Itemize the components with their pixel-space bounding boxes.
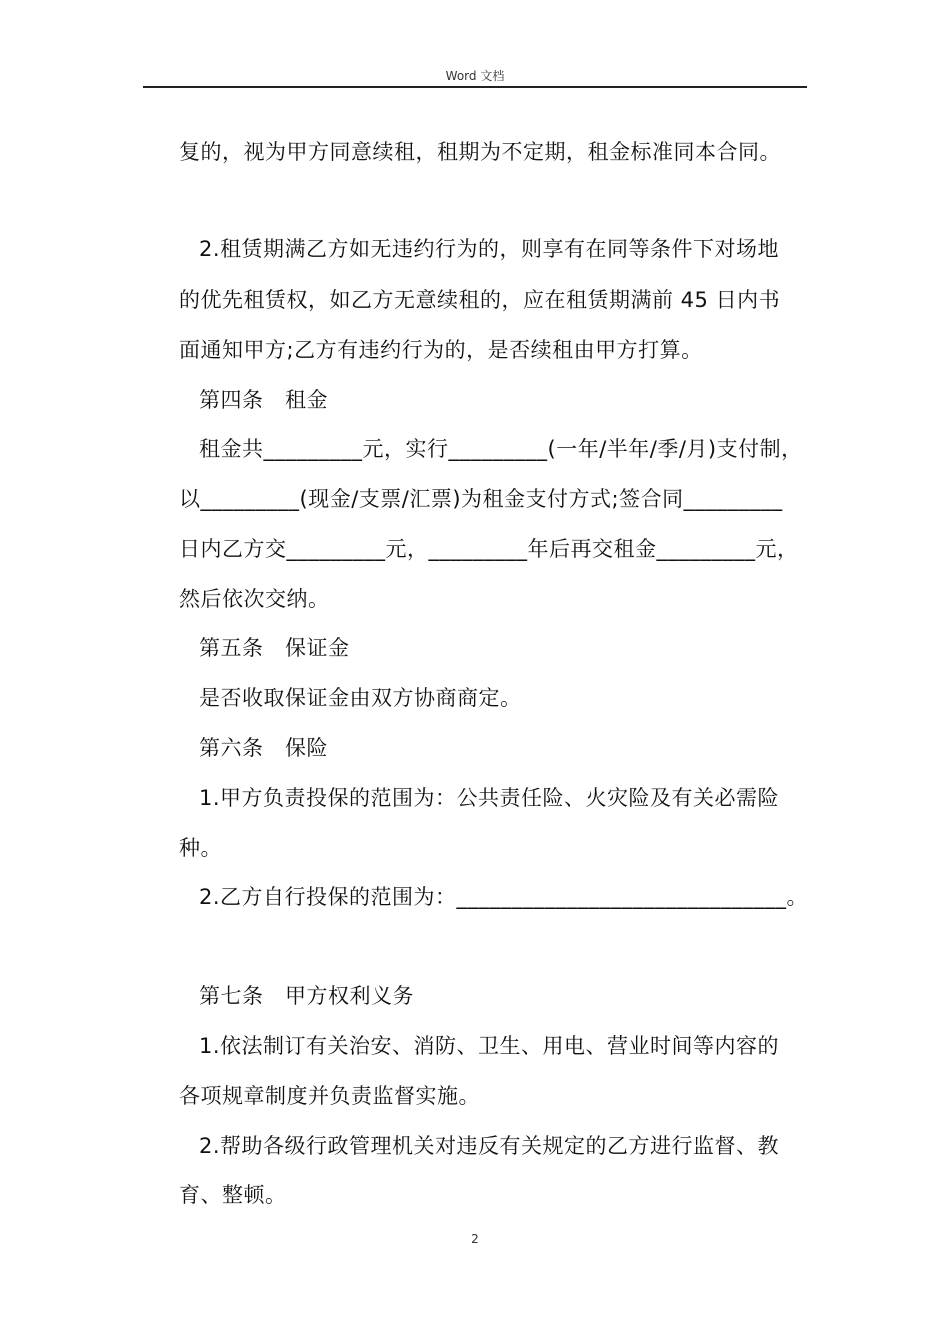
body-line: 是否收取保证金由双方协商商定。 [199, 686, 522, 710]
section-heading: 第六条 保险 [199, 736, 328, 760]
body-line: 面通知甲方;乙方有违约行为的，是否续租由甲方打算。 [179, 338, 703, 362]
body-line: 1.依法制订有关治安、消防、卫生、用电、营业时间等内容的 [199, 1034, 780, 1058]
body-line: 各项规章制度并负责监督实施。 [179, 1084, 480, 1108]
section-heading: 第五条 保证金 [199, 636, 350, 660]
body-line: 种。 [179, 836, 222, 860]
body-line: 的优先租赁权，如乙方无意续租的，应在租赁期满前 45 日内书 [179, 288, 781, 312]
body-line: 育、整顿。 [179, 1183, 287, 1207]
page-number: 2 [471, 1232, 479, 1246]
header-divider [143, 86, 807, 88]
body-line: 复的，视为甲方同意续租，租期为不定期，租金标准同本合同。 [179, 140, 781, 164]
body-line: 以_________(现金/支票/汇票)为租金支付方式;签合同_________ [179, 487, 783, 511]
body-line: 租金共_________元，实行_________(一年/半年/季/月)支付制， [199, 437, 803, 461]
body-line: 日内乙方交_________元，_________年后再交租金_________元， [179, 537, 799, 561]
body-line: 2.租赁期满乙方如无违约行为的，则享有在同等条件下对场地 [199, 237, 780, 261]
body-line: 然后依次交纳。 [179, 587, 330, 611]
section-heading: 第七条 甲方权利义务 [199, 984, 414, 1008]
body-line: 1.甲方负责投保的范围为：公共责任险、火灾险及有关必需险 [199, 786, 780, 810]
section-heading: 第四条 租金 [199, 388, 328, 412]
body-line: 2.乙方自行投保的范围为：______________________________。 [199, 885, 809, 909]
body-line: 2.帮助各级行政管理机关对违反有关规定的乙方进行监督、教 [199, 1134, 780, 1158]
page-header-title: Word 文档 [445, 69, 505, 83]
